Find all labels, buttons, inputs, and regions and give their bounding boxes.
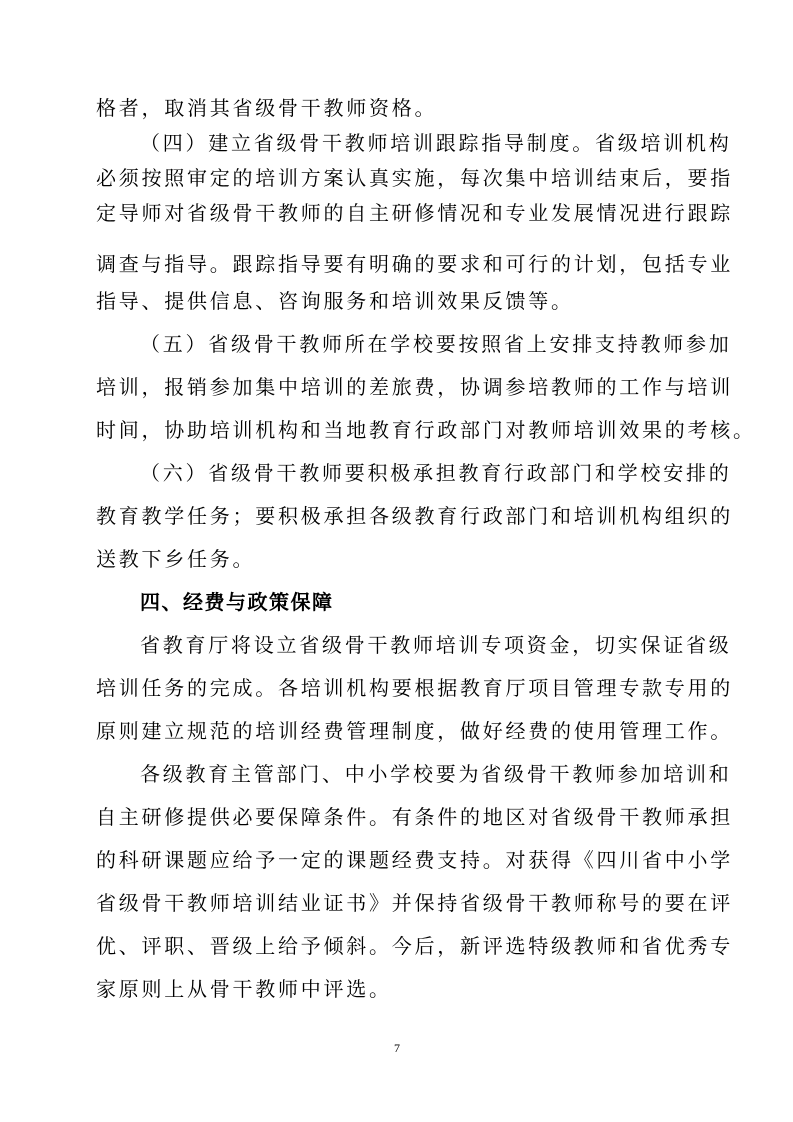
text-line: 原则建立规范的培训经费管理制度，做好经费的使用管理工作。 bbox=[96, 719, 733, 743]
text-line: 送教下乡任务。 bbox=[96, 547, 256, 571]
text-line: 自主研修提供必要保障条件。有条件的地区对省级骨干教师承担 bbox=[96, 805, 733, 829]
text-line: 省级骨干教师培训结业证书》并保持省级骨干教师称号的要在评 bbox=[96, 891, 733, 915]
text-line: （四）建立省级骨干教师培训跟踪指导制度。省级培训机构 bbox=[140, 131, 732, 155]
section-heading: 四、经费与政策保障 bbox=[140, 590, 334, 614]
text-line: 教育教学任务；要积极承担各级教育行政部门和培训机构组织的 bbox=[96, 504, 733, 528]
text-line: 省教育厅将设立省级骨干教师培训专项资金，切实保证省级 bbox=[140, 633, 732, 657]
text-line: 必须按照审定的培训方案认真实施，每次集中培训结束后，要指 bbox=[96, 166, 733, 190]
text-line: 调查与指导。跟踪指导要有明确的要求和可行的计划，包括专业 bbox=[96, 252, 733, 276]
text-line: 家原则上从骨干教师中评选。 bbox=[96, 977, 392, 1001]
text-line: （五）省级骨干教师所在学校要按照省上安排支持教师参加 bbox=[140, 332, 732, 356]
text-line: 指导、提供信息、咨询服务和培训效果反馈等。 bbox=[96, 289, 574, 313]
text-line: 培训，报销参加集中培训的差旅费，协调参培教师的工作与培训 bbox=[96, 375, 733, 399]
text-line: 的科研课题应给予一定的课题经费支持。对获得《四川省中小学 bbox=[96, 848, 733, 872]
text-line: 时间，协助培训机构和当地教育行政部门对教师培训效果的考核。 bbox=[96, 418, 756, 442]
page-number: 7 bbox=[394, 1041, 400, 1055]
text-line: 培训任务的完成。各培训机构要根据教育厅项目管理专款专用的 bbox=[96, 676, 733, 700]
text-line: 定导师对省级骨干教师的自主研修情况和专业发展情况进行跟踪 bbox=[96, 201, 733, 225]
text-line: 格者，取消其省级骨干教师资格。 bbox=[96, 96, 438, 120]
text-line: 各级教育主管部门、中小学校要为省级骨干教师参加培训和 bbox=[140, 762, 732, 786]
text-line: 优、评职、晋级上给予倾斜。今后，新评选特级教师和省优秀专 bbox=[96, 934, 733, 958]
text-line: （六）省级骨干教师要积极承担教育行政部门和学校安排的 bbox=[140, 461, 732, 485]
